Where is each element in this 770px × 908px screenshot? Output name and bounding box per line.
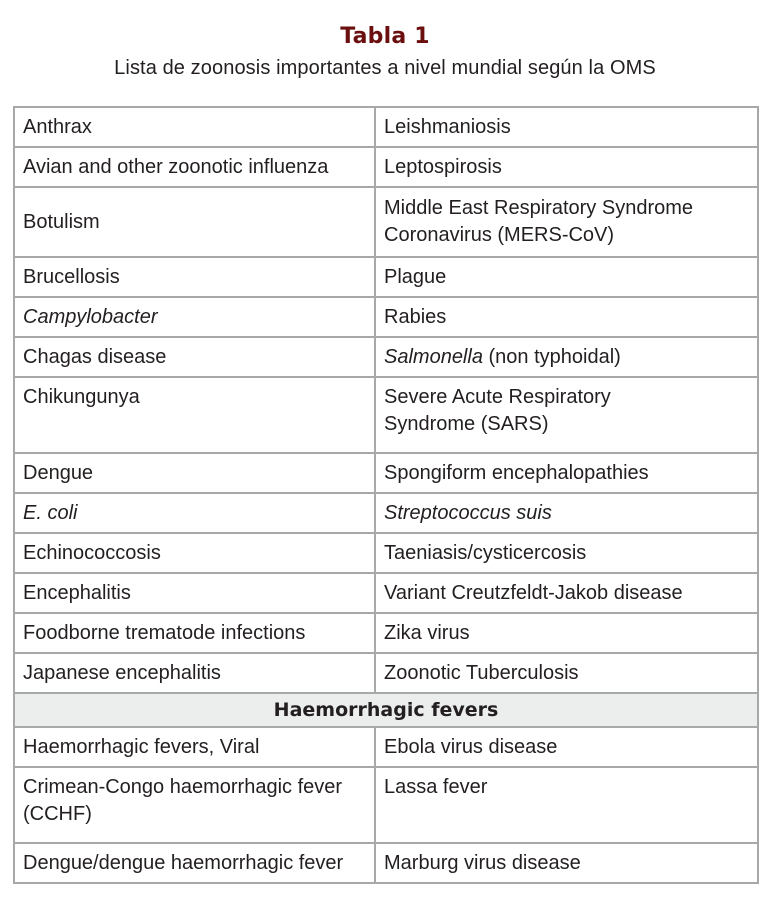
- table-row: [14, 533, 758, 573]
- table-row: [14, 453, 758, 493]
- table-subtitle: Lista de zoonosis importantes a nivel mundial según la OMS: [114, 57, 656, 79]
- disease-cell: Zoonotic Tuberculosis: [375, 653, 758, 693]
- table-row: [14, 653, 758, 693]
- disease-cell: Campylobacter: [14, 297, 375, 337]
- disease-cell: Avian and other zoonotic influenza: [14, 147, 375, 187]
- disease-cell: Leptospirosis: [375, 147, 758, 187]
- disease-cell: Foodborne trematode infections: [14, 613, 375, 653]
- disease-cell: Severe Acute Respiratory Syndrome (SARS): [375, 377, 758, 453]
- table-row: [14, 107, 758, 147]
- disease-cell: Chikungunya: [14, 377, 375, 453]
- disease-cell: Japanese encephalitis: [14, 653, 375, 693]
- disease-cell: [375, 337, 758, 377]
- table-row: [14, 297, 758, 337]
- disease-cell: Haemorrhagic fevers, Viral: [14, 727, 375, 767]
- disease-cell: Ebola virus disease: [375, 727, 758, 767]
- zoonoses-table: [13, 106, 759, 884]
- table-row: [14, 257, 758, 297]
- disease-cell: Lassa fever: [375, 767, 758, 843]
- disease-cell: Crimean-Congo haemorrhagic fever (CCHF): [14, 767, 375, 843]
- table-row: [14, 337, 758, 377]
- disease-cell: Streptococcus suis: [375, 493, 758, 533]
- table-row: [14, 187, 758, 257]
- disease-cell: E. coli: [14, 493, 375, 533]
- disease-cell: Chagas disease: [14, 337, 375, 377]
- table-row: [14, 493, 758, 533]
- section-header-row: [14, 693, 758, 727]
- disease-cell: Variant Creutzfeldt-Jakob disease: [375, 573, 758, 613]
- disease-cell: Zika virus: [375, 613, 758, 653]
- disease-cell: Anthrax: [14, 107, 375, 147]
- disease-cell: Botulism: [14, 187, 375, 257]
- disease-cell: Rabies: [375, 297, 758, 337]
- table-row: [14, 613, 758, 653]
- disease-italic-part: Salmonella: [384, 345, 483, 368]
- disease-cell: Leishmaniosis: [375, 107, 758, 147]
- disease-cell: Echinococcosis: [14, 533, 375, 573]
- table-row: [14, 147, 758, 187]
- disease-cell: Plague: [375, 257, 758, 297]
- table-row: [14, 377, 758, 453]
- disease-cell: Dengue/dengue haemorrhagic fever: [14, 843, 375, 883]
- disease-cell: Middle East Respiratory Syndrome Coronavirus (MERS-CoV): [375, 187, 758, 257]
- disease-cell: Spongiform encephalopathies: [375, 453, 758, 493]
- disease-cell: Brucellosis: [14, 257, 375, 297]
- table-row: [14, 767, 758, 843]
- disease-cell: Taeniasis/cysticercosis: [375, 533, 758, 573]
- disease-rest-part: (non typhoidal): [482, 345, 621, 368]
- table-title: Tabla 1: [340, 24, 430, 49]
- disease-cell: Marburg virus disease: [375, 843, 758, 883]
- section-header: Haemorrhagic fevers: [14, 693, 758, 727]
- disease-cell: Encephalitis: [14, 573, 375, 613]
- disease-cell: Dengue: [14, 453, 375, 493]
- table-row: [14, 843, 758, 883]
- table-row: [14, 573, 758, 613]
- table-row: [14, 727, 758, 767]
